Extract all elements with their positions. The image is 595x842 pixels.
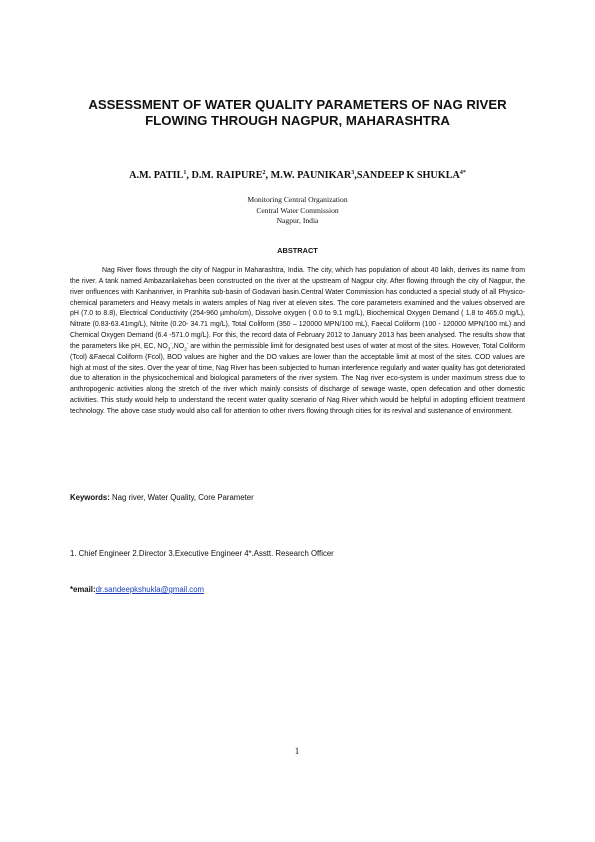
nitrite-subscript: 2 — [184, 346, 187, 352]
email-link[interactable]: dr.sandeepkshukla@gmail.com — [95, 585, 205, 594]
title-line-2: FLOWING THROUGH NAGPUR, MAHARASHTRA — [145, 113, 450, 128]
nitrite-charge: - — [186, 340, 189, 346]
author-separator: , — [265, 170, 271, 181]
email-line — [70, 585, 525, 594]
author-mark: 3 — [351, 170, 355, 176]
author-name: SANDEEP K SHUKLA — [356, 170, 460, 181]
paper-title — [60, 97, 535, 129]
keywords-label: Keywords: — [70, 493, 110, 502]
affiliation-line: Central Water Commission — [256, 205, 339, 215]
author-name: D.M. RAIPURE — [191, 170, 263, 181]
keywords — [70, 493, 525, 502]
author-roles-footnote: 1. Chief Engineer 2.Director 3.Executive Engineer 4*.Asstt. Research Officer — [70, 549, 334, 558]
author-name: M.W. PAUNIKAR — [270, 170, 352, 181]
author-mark: 1 — [183, 170, 187, 176]
abstract-body — [70, 266, 525, 418]
author-separator: , — [186, 170, 192, 181]
nitrate-charge: - — [170, 340, 172, 346]
affiliation-line: Monitoring Central Organization — [247, 195, 348, 204]
keywords-text: Nag river, Water Quality, Core Parameter — [109, 493, 254, 502]
affiliation — [150, 195, 445, 227]
abstract-text-part-1: Nag River flows through the city of Nagpur in Maharashtra, India. The city, which has population of about 40 lakh, derives its name from the river. A tank named Ambazarilakehas been constructed on the river at the upstream of Nagpur city. After flowing through the city of Nagpur, the river onfluences with Kanhanriver, in Pranhita sub-basin of Godavari basin.Central Water Commission has conducted a special study of all Physico-chemical parameters and Heavy metals in waters amples of Nag river at eleven sites. The core parameters examined and the values observed are pH (7.0 to 8.8), Electrical Conductivity (254-960 µmho/cm), Dissolve oxygen ( 0.0 to 9.1 mg/L), Biochemical Oxygen Demand ( 1.8 to 465.0 mg/L), Nitrate (0.83-63.41mg/L), Nitrite (0.20- 34.71 mg/L), Total Coliform (350 – 120000 MPN/100 mL), Faecal Coliform (100 - 120000 MPN/100 mL) and Chemical Oxygen Demand (6.4 -571.0 mg/L). For this, the record data of February 2012 to January 2013 has been analysed. The results show that the parameters like pH, EC, NO — [70, 267, 525, 350]
nitrate-subscript: 3 — [167, 346, 171, 352]
abstract-text-part-2: are within the permissible limit for designated best uses of water at most of the sites. However, Total Coliform (Tcol) &Faecal Coliform (Fcol), BOD values are higher and the DO values are lower than the acceptable limit at most of the sites. COD values are high at most of the sites. Over the year of time, Nag River has been subjected to human interference regularly and water quality has got deteriorated due to alteration in the physicochemical and biological parameters of the river system. The Nag river eco-system is under maximum stress due to anthropogenic activities along the stretch of the river which mainly consists of discharge of sewage waste, open defecation and other domestic activities. This study would help to understand the recent water quality scenario of Nag River which would be helpful in adopting efficient treatment technology. The above case study would also call for attention to other rivers flowing through cities for its revival and sustenance of environment. — [70, 342, 526, 415]
author-list — [60, 170, 535, 181]
affiliation-line: Nagpur, India — [276, 216, 319, 225]
author-mark: 2 — [262, 170, 266, 176]
email-label: *email: — [70, 585, 96, 594]
page-number: 1 — [294, 746, 300, 756]
title-line-1: ASSESSMENT OF WATER QUALITY PARAMETERS OF NAG RIVER — [88, 97, 507, 112]
author-name: A.M. PATIL — [129, 170, 184, 181]
abstract-text-mid: ,NO — [171, 342, 185, 350]
author-separator: , — [354, 170, 357, 181]
abstract-heading: ABSTRACT — [277, 246, 318, 255]
author-mark: 4* — [459, 170, 466, 176]
